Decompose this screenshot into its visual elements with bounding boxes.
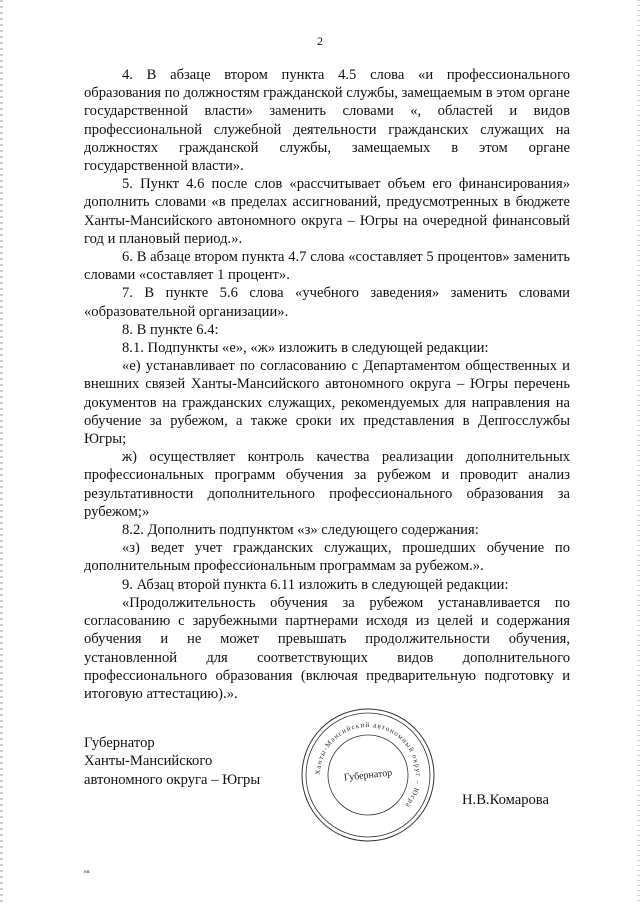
paragraph-item-8-1: 8.1. Подпункты «е», «ж» изложить в следующей редакции: xyxy=(122,340,489,357)
paragraph-item-8: 8. В пункте 6.4: xyxy=(122,321,219,338)
scan-edge-left xyxy=(0,0,3,905)
document-body xyxy=(84,66,570,703)
paragraph-item-4: 4. В абзаце втором пункта 4.5 слова «и профессионального образования по должностям гражданской службы, замещаемым в этом органе государственной власти» заменить словами «, областей и видов профессиональной служебной деятельности гражданских служащих на должностях гражданской службы, замещаемых в этом органе государственной власти». xyxy=(84,67,570,175)
paragraph-subitem-z: «з) ведет учет гражданских служащих, прошедших обучение по дополнительным профессиональным программам за рубежом.». xyxy=(84,540,570,575)
signature-position-line: автономного округа – Югры xyxy=(84,771,261,788)
seal-center-text: Губернатор xyxy=(343,767,393,784)
seal-ring-text: Ханты-Мансийский автономный округ – Югра xyxy=(313,720,423,810)
paragraph-item-6: 6. В абзаце втором пункта 4.7 слова «составляет 5 процентов» заменить словами «составляет 1 процент». xyxy=(84,249,570,284)
signatory-name: Н.В.Комарова xyxy=(462,792,549,808)
paragraph-item-9: 9. Абзац второй пункта 6.11 изложить в следующей редакции: xyxy=(122,576,509,593)
paragraph-item-7: 7. В пункте 5.6 слова «учебного заведения» заменить словами «образовательной организации». xyxy=(84,285,570,320)
footer-code: нв xyxy=(84,870,91,875)
paragraph-item-9-text: «Продолжительность обучения за рубежом устанавливается по согласованию с зарубежными партнерами исходя из целей и содержания обучения и не может превышать продолжительности обучения, установленной для соответствующих видов дополнительного профессионального образования (включая предварительную подготовку и итоговую аттестацию).». xyxy=(84,594,570,702)
paragraph-subitem-e: «е) устанавливает по согласованию с Департаментом общественных и внешних связей Ханты-Мансийского автономного округа – Югры перечень документов на гражданских служащих, рекомендуемых для направления на обучение за рубежом, а также сроки их представления в Депгосслужбы Югры; xyxy=(84,358,570,448)
paragraph-subitem-zh: ж) осуществляет контроль качества реализации дополнительных профессиональных программ обучения за рубежом и проводит анализ результативности дополнительного профессионального образования за рубежом;» xyxy=(84,449,570,520)
signature-position-line: Ханты-Мансийского xyxy=(84,753,213,770)
paragraph-item-8-2: 8.2. Дополнить подпунктом «з» следующего содержания: xyxy=(122,522,479,539)
signature-position-line: Губернатор xyxy=(84,735,155,751)
signature-position xyxy=(84,734,260,789)
official-seal-icon xyxy=(298,705,438,845)
paragraph-item-5: 5. Пункт 4.6 после слов «рассчитывает объем его финансирования» дополнить словами «в пределах ассигнований, предусмотренных в бюджете Ханты-Мансийского автономного округа – Югры на очередной финансовый год и плановый период.». xyxy=(84,176,570,247)
svg-text:Ханты-Мансийский автономный ок xyxy=(314,721,422,810)
page-number: 2 xyxy=(317,34,323,48)
